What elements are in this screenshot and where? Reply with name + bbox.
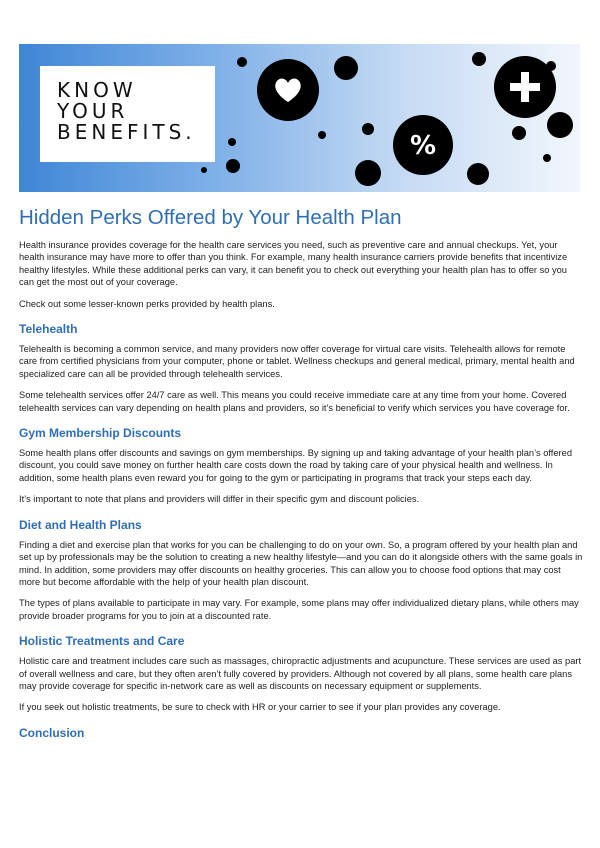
gym-paragraph: It’s important to note that plans and providers will differ in their specific gym and discount policies. — [19, 494, 420, 505]
decor-dot — [467, 163, 489, 185]
decor-dot — [362, 123, 374, 135]
banner-title-line: KNOW — [57, 78, 137, 102]
decor-dot — [512, 126, 526, 140]
banner-title-line: YOUR — [57, 99, 129, 123]
banner-title-line: BENEFITS. — [57, 120, 196, 144]
decor-dot — [472, 52, 486, 66]
decor-dot — [226, 159, 240, 173]
decor-dot — [201, 167, 207, 173]
holistic-paragraph: If you seek out holistic treatments, be sure to check with HR or your carrier to see if your plan provides any coverage. — [19, 702, 501, 713]
diet-paragraph: The types of plans available to participate in may vary. For example, some plans may offer individualized dietary plans, while others may provide broader programs for you to join at a discounted rate. — [19, 598, 579, 621]
decor-dot — [228, 138, 236, 146]
decor-dot — [318, 131, 326, 139]
section-heading-diet: Diet and Health Plans — [19, 517, 142, 532]
gym-paragraph: Some health plans offer discounts and savings on gym memberships. By signing up and taking advantage of your health plan’s offered discount, you could save money on further health care costs down the road by taking care of your physical health and wellness. In addition, some health plans even reward you for going to the gym or participating in programs that track your steps each day. — [19, 448, 572, 483]
article-body — [19, 206, 583, 747]
decor-dot — [334, 56, 358, 80]
header-banner — [19, 44, 580, 192]
telehealth-paragraph: Telehealth is becoming a common service, and many providers now offer coverage for virtual care visits. Telehealth allows for remote care from certified physicians from your computer, phone or tablet. Wellness checkups and general medical, primary, mental health and specialized care can all be provided through telehealth services. — [19, 344, 575, 379]
heart-icon — [257, 59, 319, 121]
section-heading-holistic: Holistic Treatments and Care — [19, 634, 185, 649]
decor-dot — [237, 57, 247, 67]
decor-dot — [543, 154, 551, 162]
intro-paragraph: Check out some lesser-known perks provided by health plans. — [19, 298, 275, 309]
intro-paragraph: Health insurance provides coverage for the health care services you need, such as preventive care and annual checkups. Yet, your health insurance may have more to offer than you think. For example, many health insurance carriers provide benefits that incentivize healthy lifestyles. While these additional perks can vary, it can benefit you to check out everything your health plan has to offer so you can get the most out of your coverage. — [19, 240, 568, 288]
decor-dot — [355, 160, 381, 186]
section-heading-gym: Gym Membership Discounts — [19, 426, 182, 441]
percent-icon — [393, 115, 453, 175]
banner-graphics — [19, 44, 580, 192]
telehealth-paragraph: Some telehealth services offer 24/7 care as well. This means you could receive immediate care at any time from your home. Covered telehealth services can vary depending on health plans and providers, so it’s beneficial to verify which services you have coverage for. — [19, 390, 570, 413]
section-heading-conclusion: Conclusion — [19, 725, 85, 740]
diet-paragraph: Finding a diet and exercise plan that works for you can be challenging to do on your own. So, a program offered by your health plan and set up by professionals may be the solution to creating a new healthy lifestyle—and you can do it alongside others with the same goals in mind. In addition, some providers may offer discounts on healthy groceries. This can allow you to choose food options that may cost more but become affordable with the help of your health plan discount. — [19, 539, 583, 587]
decor-dot — [547, 112, 573, 138]
plus-icon — [494, 56, 556, 118]
holistic-paragraph: Holistic care and treatment includes care such as massages, chiropractic adjustments and acupuncture. These services are used as part of overall wellness and care, but they often aren’t fully covered by providers. Although not covered by all plans, some health care plans may provide coverage for specific in-network care as well as discounts on necessary equipment or supplements. — [19, 656, 582, 691]
section-heading-telehealth: Telehealth — [19, 322, 78, 337]
percent-symbol: % — [409, 131, 437, 161]
page-title: Hidden Perks Offered by Your Health Plan — [19, 206, 402, 229]
